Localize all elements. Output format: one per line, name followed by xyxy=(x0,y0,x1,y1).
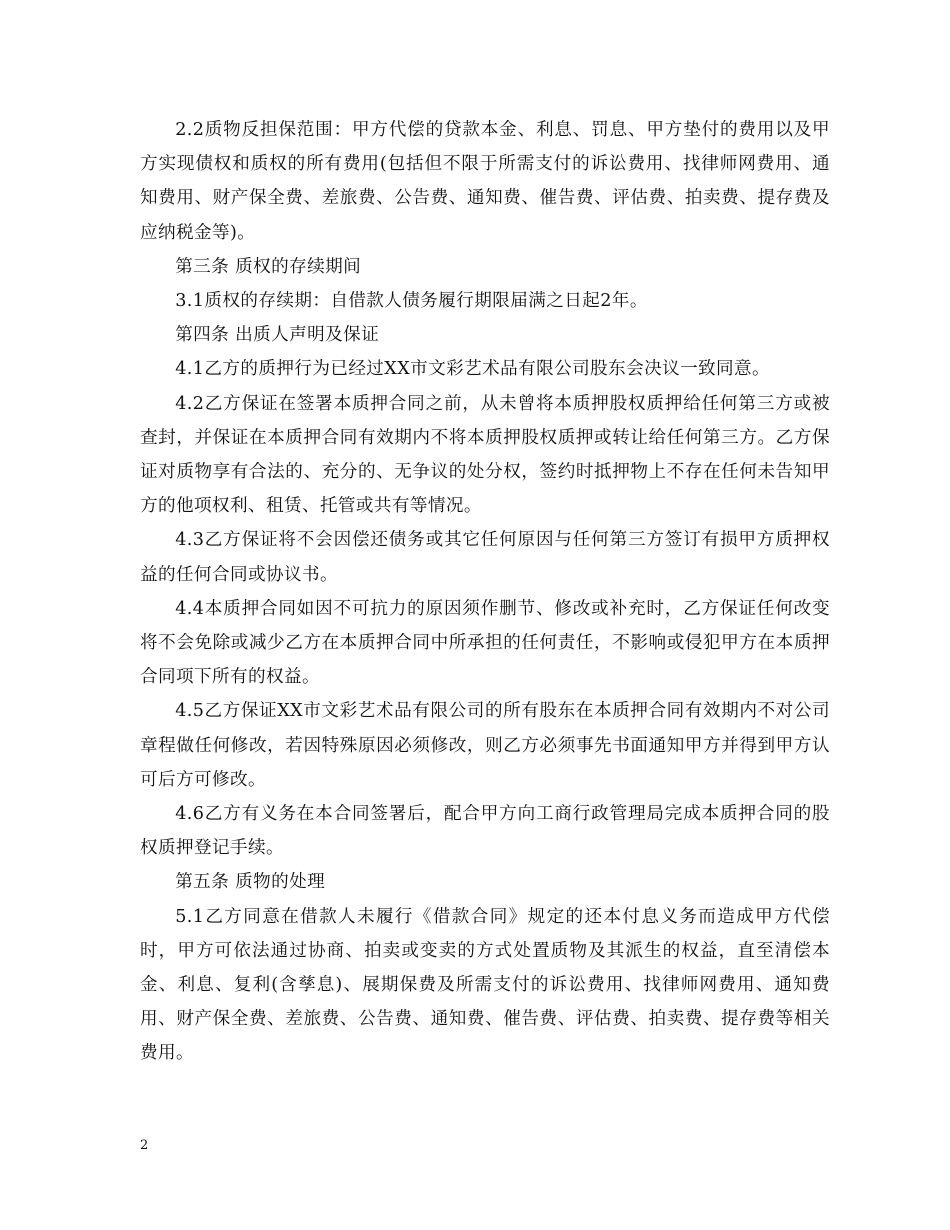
paragraph-4-2: 4.2乙方保证在签署本质押合同之前，从未曾将本质押股权质押给任何第三方或被查封，并保证在本质押合同有效期内不将本质押股权质押或转让给任何第三方。乙方保证对质物享有合法的、充分的、无争议的处分权，签约时抵押物上不存在任何未告知甲方的他项权利、租赁、托管或共有等情况。 xyxy=(140,393,830,517)
section-heading-article-3: 第三条 质权的存续期间 xyxy=(175,256,362,277)
paragraph-4-4: 4.4本质押合同如因不可抗力的原因须作删节、修改或补充时，乙方保证任何改变将不会免除或减少乙方在本质押合同中所承担的任何责任，不影响或侵犯甲方在本质押合同项下所有的权益。 xyxy=(140,598,830,688)
document-body xyxy=(140,113,830,1071)
paragraph-5-1: 5.1乙方同意在借款人未履行《借款合同》规定的还本付息义务而造成甲方代偿时，甲方可依法通过协商、拍卖或变卖的方式处置质物及其派生的权益，直至清偿本金、利息、复利(含孳息)、展期保费及所需支付的诉讼费用、找律师网费用、通知费用、财产保全费、差旅费、公告费、通知费、催告费、评估费、拍卖费、提存费等相关费用。 xyxy=(140,906,830,1064)
paragraph-4-3: 4.3乙方保证将不会因偿还债务或其它任何原因与任何第三方签订有损甲方质押权益的任何合同或协议书。 xyxy=(140,530,830,585)
paragraph-4-6: 4.6乙方有义务在本合同签署后，配合甲方向工商行政管理局完成本质押合同的股权质押登记手续。 xyxy=(140,804,830,859)
page-number: 2 xyxy=(140,1138,149,1153)
paragraph-3-1-duration: 3.1质权的存续期：自借款人债务履行期限届满之日起2年。 xyxy=(175,291,648,312)
section-heading-article-5: 第五条 质物的处理 xyxy=(175,872,326,893)
paragraph-4-5: 4.5乙方保证XX市文彩艺术品有限公司的所有股东在本质押合同有效期内不对公司章程做任何修改，若因特殊原因必须修改，则乙方必须事先书面通知甲方并得到甲方认可后方可修改。 xyxy=(140,701,830,790)
section-heading-article-4: 第四条 出质人声明及保证 xyxy=(175,325,380,346)
paragraph-2-2-scope: 2.2质物反担保范围：甲方代偿的贷款本金、利息、罚息、甲方垫付的费用以及甲方实现债权和质权的所有费用(包括但不限于所需支付的诉讼费用、找律师网费用、通知费用、财产保全费、差旅费、公告费、通知费、催告费、评估费、拍卖费、提存费及应纳税金等)。 xyxy=(140,120,830,243)
paragraph-4-1: 4.1乙方的质押行为已经过XX市文彩艺术品有限公司股东会决议一致同意。 xyxy=(175,359,771,380)
